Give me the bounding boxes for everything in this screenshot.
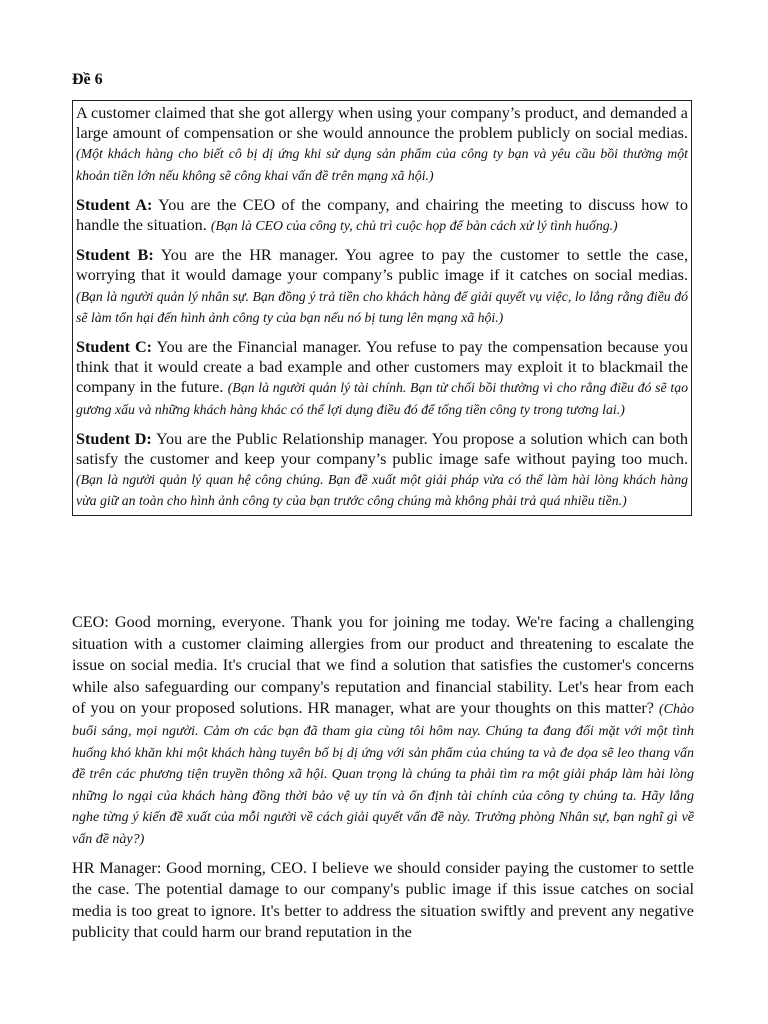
role-label: Student C: bbox=[76, 338, 153, 357]
task-box bbox=[72, 100, 692, 516]
role-vietnamese: (Bạn là người quản lý tài chính. Bạn từ chối bồi thường vì cho rằng điều đó sẽ tạo gương xấu và những khách hàng khác có thể lợi dụng điều đó để tống tiền công ty trong tương lai.) bbox=[76, 380, 689, 417]
role-english: You are the Public Relationship manager. You propose a solution which can both satisfy the customer and keep your company’s public image safe without paying too much. bbox=[76, 429, 688, 469]
dialogue-ceo bbox=[72, 612, 694, 850]
scenario-english: A customer claimed that she got allergy when using your company’s product, and demanded a large amount of compensation or she would announce the problem publicly on social medias. bbox=[76, 104, 688, 143]
role-vietnamese: (Bạn là người quản lý nhân sự. Bạn đồng ý trả tiền cho khách hàng để giải quyết vụ việc, lo lắng rằng điều đó sẽ làm tổn hại đến hình ảnh công ty của bạn nếu nó bị tung lên mạng xã hội.) bbox=[76, 288, 688, 325]
role-label: Student D: bbox=[76, 429, 152, 448]
dialogue-english: CEO: Good morning, everyone. Thank you for joining me today. We're facing a challenging situation with a customer claiming allergies from our product and threatening to escalate the issue on social media. It's crucial that we find a solution that satisfies the customer's concerns while also safeguarding our company's reputation and financial stability. Let's hear from each of you on your proposed solutions. HR manager, what are your thoughts on this matter? bbox=[72, 613, 694, 718]
scenario-vietnamese: (Một khách hàng cho biết cô bị dị ứng khi sử dụng sản phẩm của công ty bạn và yêu cầu bồi thường một khoản tiền lớn nếu không sẽ công khai vấn đề trên mạng xã hội.) bbox=[76, 146, 688, 183]
dialogue-hr-manager bbox=[72, 858, 694, 944]
role-english: You are the HR manager. You agree to pay the customer to settle the case, worrying that it would damage your company’s public image if it catches on social medias. bbox=[76, 246, 688, 285]
exercise-heading: Đề 6 bbox=[72, 71, 103, 88]
role-student-b bbox=[76, 245, 688, 328]
role-english: You are the CEO of the company, and chairing the meeting to discuss how to handle the situation. bbox=[76, 195, 688, 235]
dialogue-english: HR Manager: Good morning, CEO. I believe we should consider paying the customer to settle the case. The potential damage to our company's public image if this issue catches on social media is too great to ignore. It's better to address the situation swiftly and prevent any negative publicity that could harm our brand reputation in the bbox=[72, 858, 694, 942]
role-label: Student B: bbox=[76, 246, 154, 265]
dialogue-vietnamese: (Chào buổi sáng, mọi người. Cảm ơn các bạn đã tham gia cùng tôi hôm nay. Chúng ta đang đối mặt với một tình huống khó khăn khi một khách hàng tuyên bố bị dị ứng với sản phẩm của chúng ta và đe dọa sẽ leo thang vấn đề trên các phương tiện truyền thông xã hội. Quan trọng là chúng ta phải tìm ra một giải pháp làm hài lòng những lo ngại của khách hàng đồng thời bảo vệ uy tín và ổn định tài chính của công ty chúng ta. Hãy lắng nghe từng ý kiến đề xuất của mỗi người về cách giải quyết vấn đề này. Trưởng phòng Nhân sự, bạn nghĩ gì về vấn đề này?) bbox=[72, 702, 695, 847]
role-student-d bbox=[76, 429, 688, 512]
role-vietnamese: (Bạn là người quản lý quan hệ công chúng. Bạn đề xuất một giải pháp vừa có thể làm hài lòng khách hàng vừa giữ an toàn cho hình ảnh công ty của bạn trước công chúng mà không phải trả quá nhiều tiền.) bbox=[76, 472, 688, 509]
dialogue-section bbox=[72, 612, 694, 952]
role-label: Student A: bbox=[76, 195, 153, 214]
role-vietnamese: (Bạn là CEO của công ty, chủ trì cuộc họp để bàn cách xử lý tình huống.) bbox=[210, 218, 618, 234]
role-student-c bbox=[76, 337, 688, 420]
scenario-paragraph bbox=[76, 103, 688, 186]
role-english: You are the Financial manager. You refuse to pay the compensation because you think that it would create a bad example and other customers may exploit it to blackmail the company in the future. bbox=[76, 338, 688, 397]
role-student-a bbox=[76, 195, 688, 236]
